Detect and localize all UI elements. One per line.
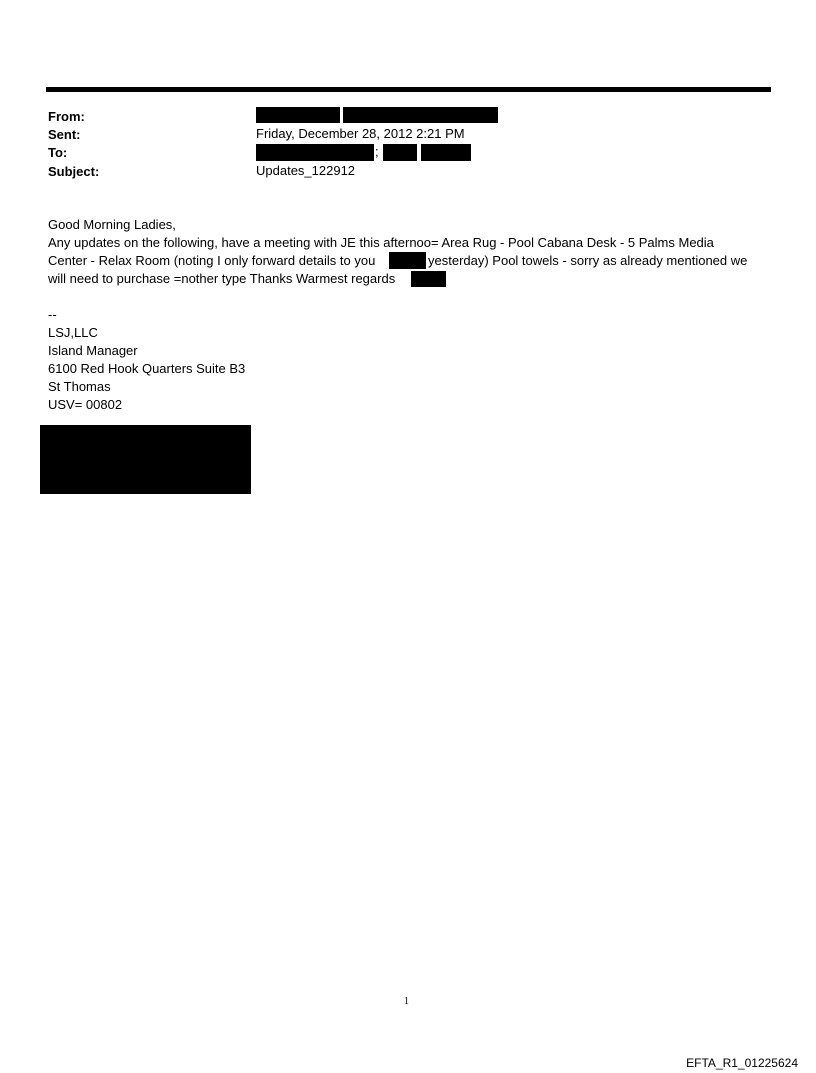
to-separator: ; xyxy=(375,144,379,159)
body-line-3: will need to purchase =nother type Thanks Warmest regards xyxy=(48,271,396,286)
body-line-2a: Center - Relax Room (noting I only forward details to you xyxy=(48,253,376,268)
signature-company: LSJ,LLC xyxy=(48,325,98,340)
header-divider xyxy=(46,87,771,92)
signature-title: Island Manager xyxy=(48,343,138,358)
sent-value: Friday, December 28, 2012 2:21 PM xyxy=(256,126,465,141)
signature-separator: -- xyxy=(48,307,57,322)
to-label: To: xyxy=(48,145,68,160)
to-redaction-1 xyxy=(256,144,374,161)
greeting-text: Good Morning Ladies, xyxy=(48,217,176,232)
subject-value: Updates_122912 xyxy=(256,163,356,178)
from-label: From: xyxy=(48,109,85,124)
body-redaction-2 xyxy=(411,271,446,287)
signature-block-redaction xyxy=(40,425,251,494)
to-redaction-3 xyxy=(421,144,471,161)
body-redaction-1 xyxy=(389,252,426,269)
page-number: 1 xyxy=(404,996,409,1007)
to-redaction-2 xyxy=(383,144,417,161)
signature-region: USV= 00802 xyxy=(48,397,123,412)
body-line-2b: yesterday) Pool towels - sorry as already mentioned we xyxy=(428,253,748,268)
signature-address: 6100 Red Hook Quarters Suite B3 xyxy=(48,361,246,376)
document-id: EFTA_R1_01225624 xyxy=(686,1056,798,1070)
from-redaction-1 xyxy=(256,107,340,123)
signature-city: St Thomas xyxy=(48,379,111,394)
subject-label: Subject: xyxy=(48,164,100,179)
from-redaction-2 xyxy=(343,107,498,123)
body-line-1: Any updates on the following, have a meeting with JE this afternoo= Area Rug - Pool Cabana Desk - 5 Palms Media xyxy=(48,235,714,250)
sent-label: Sent: xyxy=(48,127,81,142)
